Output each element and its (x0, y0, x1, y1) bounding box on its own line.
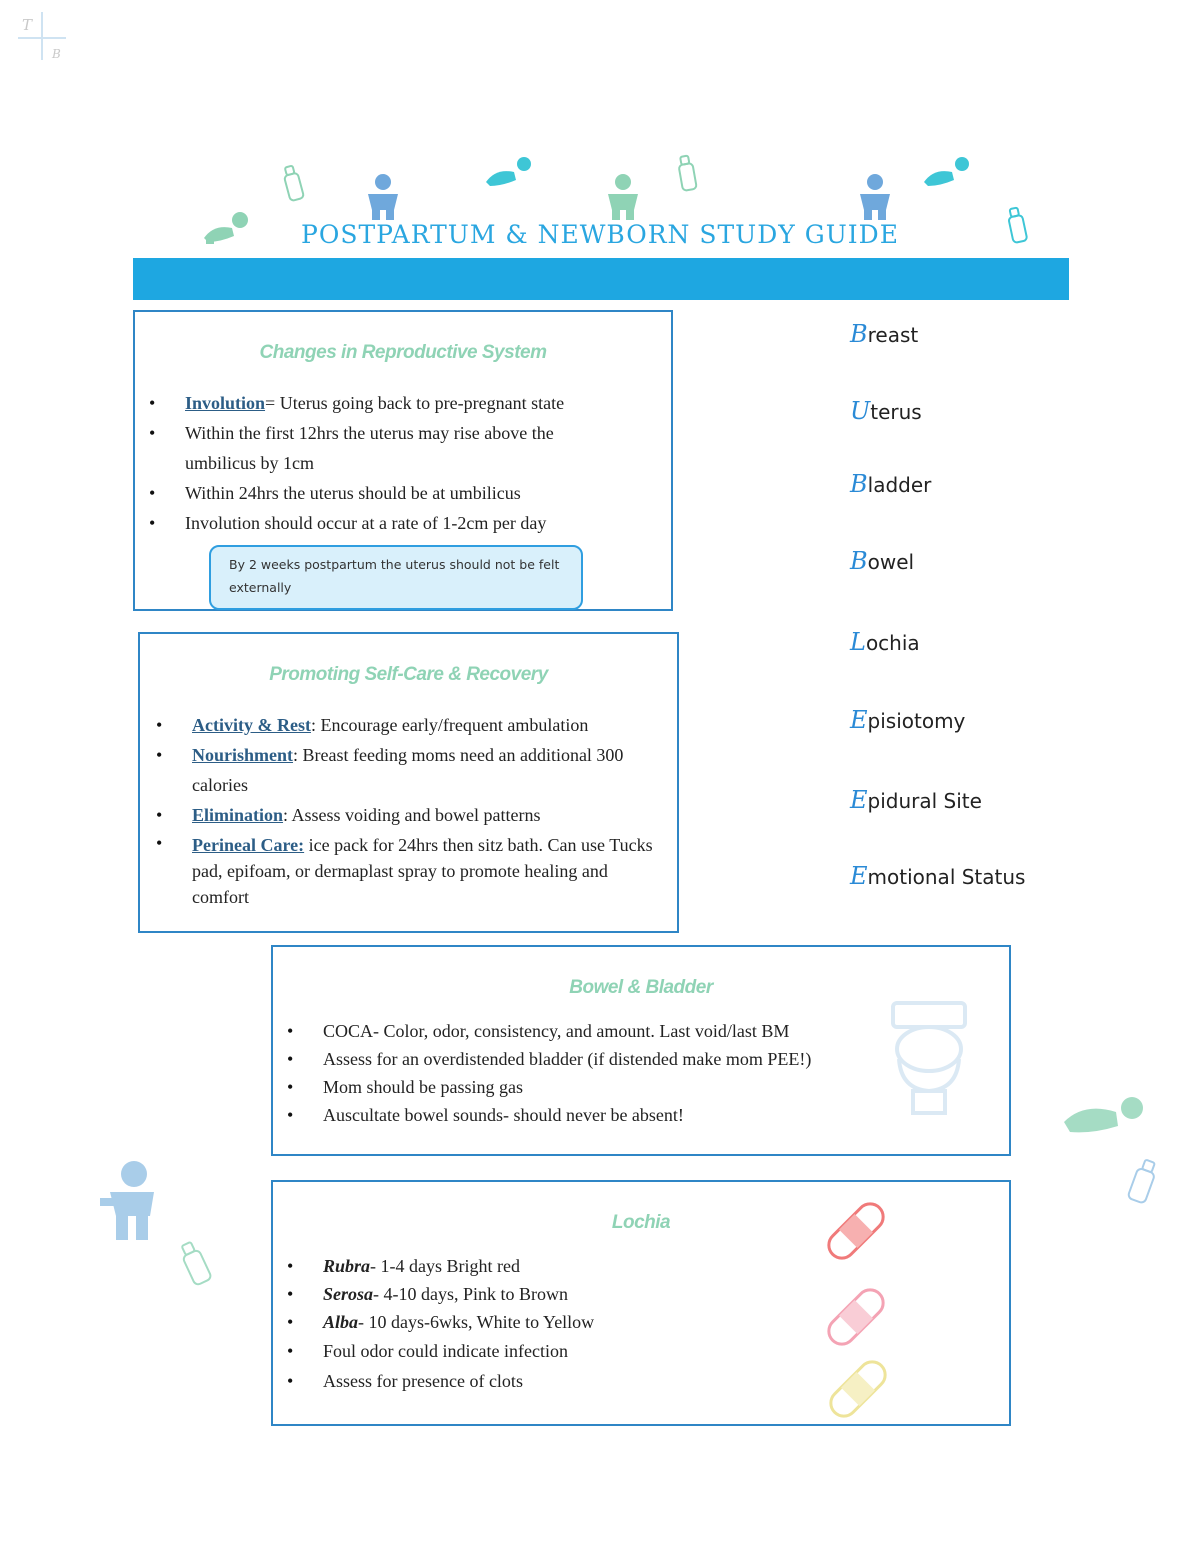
list-item: • Auscultate bowel sounds- should never be absent! (323, 1101, 1009, 1129)
section-heading: Bowel & Bladder (569, 977, 713, 998)
bottle-icon (1123, 1155, 1163, 1207)
list-item: • Involution= Uterus going back to pre-pregnant state (185, 388, 671, 418)
list-item: • Assess for an overdistended bladder (if distended make mom PEE!) (323, 1045, 1009, 1073)
baby-icon (96, 1160, 164, 1248)
bottle-icon (277, 162, 308, 204)
bottle-icon (173, 1237, 216, 1290)
bottle-icon (673, 152, 701, 193)
mnemonic-epidural-site: Epidural Site (850, 786, 982, 814)
mnemonic-emotional-status: Emotional Status (850, 862, 1026, 890)
bandage-icon-red (821, 1196, 891, 1266)
bandage-icon-yellow (823, 1354, 893, 1424)
crawling-baby-icon (482, 156, 534, 196)
bowel-bladder-section (271, 945, 1011, 1156)
mnemonic-uterus: Uterus (850, 397, 922, 425)
list-item-continued: umbilicus by 1cm (185, 453, 314, 473)
bandage-icon-pink (821, 1282, 891, 1352)
selfcare-list (140, 710, 677, 910)
mnemonic-breast: Breast (850, 320, 919, 348)
mnemonic-episiotomy: Episiotomy (850, 706, 966, 734)
logo-letter-t: T (22, 16, 33, 34)
selfcare-section (138, 632, 679, 933)
list-item: • Mom should be passing gas (323, 1073, 1009, 1101)
header-bar (133, 258, 1069, 300)
list-item: • Nourishment: Breast feeding moms need an additional 300 calories (192, 740, 665, 800)
baby-icon (852, 172, 898, 224)
list-item: • Assess for presence of clots (323, 1366, 1009, 1396)
list-item: • Rubra- 1-4 days Bright red (323, 1252, 1009, 1280)
toilet-icon (889, 999, 969, 1119)
list-item: • Serosa- 4-10 days, Pink to Brown (323, 1280, 1009, 1308)
list-item: • Within the first 12hrs the uterus may rise above the (185, 418, 671, 448)
crawling-baby-icon (920, 156, 972, 196)
list-item: • Elimination: Assess voiding and bowel patterns (192, 800, 665, 830)
section-heading: Lochia (611, 1212, 671, 1233)
logo (14, 8, 70, 64)
list-item: • Within 24hrs the uterus should be at umbilicus (185, 478, 671, 508)
lochia-list (273, 1252, 1009, 1396)
list-item: • Alba- 10 days-6wks, White to Yellow (323, 1308, 1009, 1336)
section-heading: Changes in Reproductive System (259, 342, 547, 363)
lochia-section (271, 1180, 1011, 1426)
mnemonic-lochia: Lochia (850, 628, 920, 656)
baby-icon (600, 172, 646, 224)
uterus-note-callout: By 2 weeks postpartum the uterus should not be felt externally (209, 545, 583, 610)
page-title: POSTPARTUM & NEWBORN STUDY GUIDE (301, 220, 899, 249)
list-item: • Perineal Care: ice pack for 24hrs then sitz bath. Can use Tucks pad, epifoam, or dermaplast spray to promote healing and comfort (192, 830, 665, 910)
section-heading: Promoting Self-Care & Recovery (269, 664, 548, 685)
mnemonic-bowel: Bowel (850, 547, 915, 575)
logo-letter-b: B (52, 47, 61, 61)
list-item: • Activity & Rest: Encourage early/frequent ambulation (192, 710, 665, 740)
crawling-baby-icon (1060, 1094, 1146, 1144)
reproductive-list (135, 388, 671, 538)
list-item: • Involution should occur at a rate of 1-2cm per day (185, 508, 671, 538)
mnemonic-bladder: Bladder (850, 470, 932, 498)
baby-icon (360, 172, 406, 224)
list-item: • COCA- Color, odor, consistency, and amount. Last void/last BM (323, 1017, 1009, 1045)
list-item: • Foul odor could indicate infection (323, 1336, 1009, 1366)
